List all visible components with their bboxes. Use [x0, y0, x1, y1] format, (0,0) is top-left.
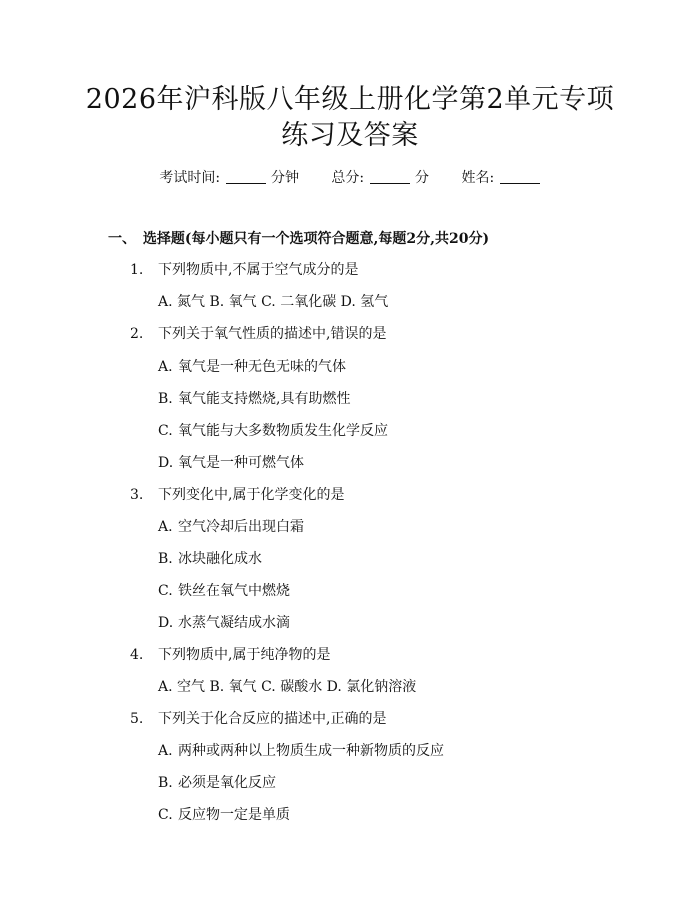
option-letter: A.	[158, 743, 173, 759]
option-letter: B.	[158, 391, 173, 407]
score-label: 总分:	[331, 170, 365, 186]
option-item	[158, 389, 350, 409]
question-text: 下列关于化合反应的描述中,正确的是	[158, 711, 387, 727]
option-row: A. 空气 B. 氧气 C. 碳酸水 D. 氯化钠溶液	[158, 679, 417, 695]
option-text: 铁丝在氧气中燃烧	[178, 583, 290, 599]
exam-name	[461, 170, 540, 186]
option-letter: C.	[158, 423, 173, 439]
option-item	[158, 581, 290, 601]
option-text: 水蒸气凝结成水滴	[178, 615, 290, 631]
option-item	[158, 549, 262, 569]
option-letter: C.	[158, 583, 173, 599]
option-item	[158, 613, 290, 633]
option-row: A. 氮气 B. 氧气 C. 二氧化碳 D. 氢气	[158, 294, 389, 310]
name-label: 姓名:	[461, 170, 495, 186]
option-item	[158, 421, 388, 441]
question-stem	[130, 645, 330, 665]
name-blank	[500, 169, 540, 184]
option-text: 氧气是一种可燃气体	[178, 455, 304, 471]
option-letter: B.	[158, 551, 173, 567]
section-title: 选择题(每小题只有一个选项符合题意,每题2分,共20分)	[142, 231, 490, 247]
page-title-line1: 2026年沪科版八年级上册化学第2单元专项	[85, 84, 615, 115]
option-text: 冰块融化成水	[178, 551, 262, 567]
time-blank	[226, 169, 266, 184]
exam-meta	[0, 168, 700, 188]
question-text: 下列物质中,属于纯净物的是	[158, 647, 331, 663]
score-blank	[370, 169, 410, 184]
option-item	[158, 805, 290, 825]
question-number: 5.	[130, 711, 144, 727]
section-heading	[108, 229, 489, 249]
question-text: 下列变化中,属于化学变化的是	[158, 487, 345, 503]
option-text: 反应物一定是单质	[178, 807, 290, 823]
option-item	[158, 517, 304, 537]
section-number: 一、	[108, 231, 136, 247]
question-text: 下列关于氧气性质的描述中,错误的是	[158, 326, 387, 342]
option-letter: A.	[158, 359, 173, 375]
option-text: 氧气是一种无色无味的气体	[178, 359, 346, 375]
option-item	[158, 357, 346, 377]
option-text: 空气冷却后出现白霜	[178, 519, 304, 535]
option-letter: B.	[158, 775, 173, 791]
question-number: 3.	[130, 487, 144, 503]
time-unit: 分钟	[270, 170, 299, 186]
question-stem	[130, 260, 358, 280]
exam-score	[331, 170, 433, 186]
question-stem	[130, 709, 386, 729]
option-letter: C.	[158, 807, 173, 823]
exam-time	[159, 170, 303, 186]
question-number: 4.	[130, 647, 144, 663]
option-item	[158, 453, 304, 473]
option-item	[158, 741, 444, 761]
option-item	[158, 773, 276, 793]
question-text: 下列物质中,不属于空气成分的是	[158, 262, 359, 278]
option-text: 必须是氧化反应	[178, 775, 276, 791]
question-number: 2.	[130, 326, 144, 342]
option-letter: D.	[158, 615, 174, 631]
option-text: 两种或两种以上物质生成一种新物质的反应	[178, 743, 444, 759]
option-letter: D.	[158, 455, 174, 471]
option-letter: A.	[158, 519, 173, 535]
option-text: 氧气能支持燃烧,具有助燃性	[178, 391, 351, 407]
question-stem	[130, 324, 386, 344]
question-stem	[130, 485, 344, 505]
score-unit: 分	[415, 170, 430, 186]
question-number: 1.	[130, 262, 144, 278]
option-text: 氧气能与大多数物质发生化学反应	[178, 423, 388, 439]
page-title-line2: 练习及答案	[281, 120, 419, 151]
time-label: 考试时间:	[159, 170, 221, 186]
